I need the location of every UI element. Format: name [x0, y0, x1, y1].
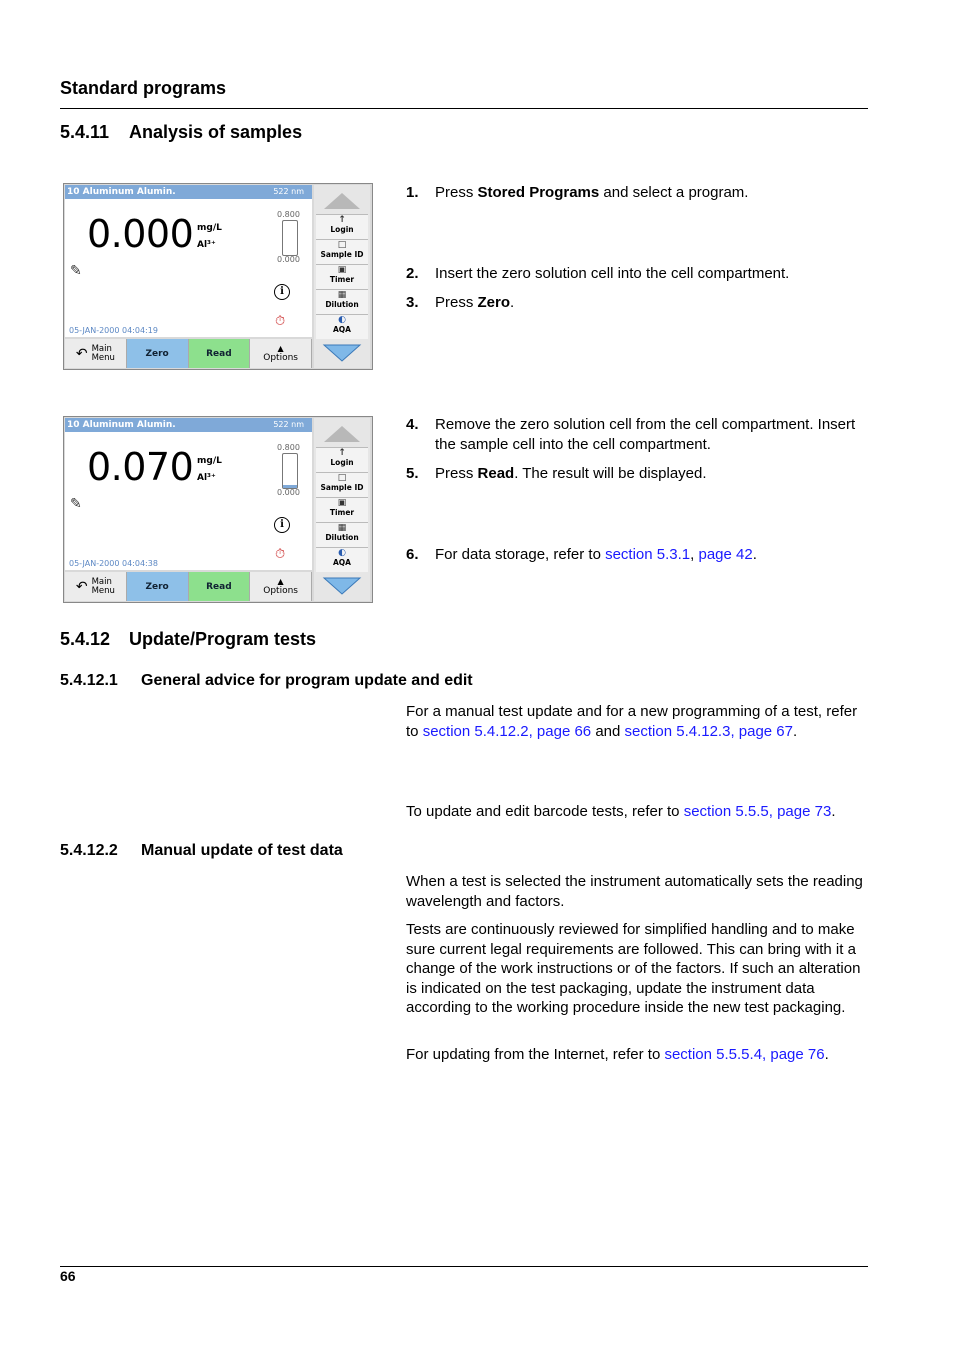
section-title: Manual update of test data [141, 842, 343, 859]
result-formula: Al³⁺ [197, 240, 216, 250]
edit-icon[interactable]: ✎ [70, 262, 82, 278]
step-3: 3. Press Zero. [406, 294, 515, 311]
program-name: 10 Aluminum Alumin. [67, 420, 176, 430]
step-number: 1. [406, 184, 419, 201]
main-label: Main [91, 576, 112, 587]
menu-label: Menu [91, 352, 115, 363]
menu-label: Menu [91, 585, 115, 596]
paragraph-auto-settings: When a test is selected the instrument automatically sets the reading wavelength and factors. [406, 873, 863, 910]
options-button[interactable] [250, 572, 312, 601]
side-item-login[interactable]: ↑ Login [316, 447, 368, 472]
back-arrow-icon: ↶ [75, 345, 88, 362]
paragraph-barcode-ref: To update and edit barcode tests, refer to section 5.5.5, page 73. [406, 803, 836, 820]
paragraph-manual-update-ref: For a manual test update and for a new programming of a test, refer to section 5.4.12.2, page 66 and section 5.4.12.3, page 67. [406, 703, 858, 740]
program-name: 10 Aluminum Alumin. [67, 187, 176, 197]
result-unit: mg/L [197, 223, 222, 233]
result-value: 0.000 [87, 212, 194, 256]
dilution-icon: ▦ [337, 290, 347, 300]
link-section-5-4-12-3[interactable]: section 5.4.12.3, page 67 [624, 722, 793, 740]
step-4: 4. Remove the zero solution cell from the cell compartment. Insert the sample cell into the cell compartment. [406, 416, 856, 453]
link-section-5-5-5-4[interactable]: section 5.5.5.4, page 76 [664, 1046, 825, 1063]
result-gauge [282, 220, 298, 256]
device-screenshot-zero [63, 183, 373, 370]
read-button[interactable]: Read [189, 572, 251, 601]
side-item-timer[interactable]: ▣ Timer [316, 264, 368, 289]
header-rule [60, 108, 868, 109]
side-item-timer[interactable]: ▣ Timer [316, 497, 368, 522]
paragraph-review-tests: Tests are continuously reviewed for simplified handling and to make sure current legal requirements are followed. This can bring with it a change of the work instructions or of the factors. If such an alteration is indicated on the test packaging, update the instrument data according to the working procedure inside the new test packaging. [406, 921, 861, 1016]
result-gauge [282, 453, 298, 489]
link-section-5-4-12-2[interactable]: section 5.4.12.2, page 66 [422, 722, 592, 740]
scroll-up-icon[interactable] [316, 187, 368, 213]
device-button-bar [65, 572, 312, 601]
section-number: 5.4.12.2 [60, 842, 118, 859]
result-value: 0.070 [87, 445, 194, 489]
date-time: 05-JAN-2000 04:04:19 [69, 326, 158, 335]
options-label: Options [263, 585, 298, 596]
step-2: 2. Insert the zero solution cell into the cell compartment. [406, 265, 790, 282]
scroll-down-icon[interactable] [316, 574, 368, 600]
timer-icon: ▣ [337, 498, 347, 508]
device-screenshot-read [63, 416, 373, 603]
device-button-bar [65, 339, 312, 368]
caret-up-icon: ▲ [277, 343, 284, 353]
section-number: 5.4.12.1 [60, 672, 118, 689]
sample-id-icon: □ [337, 473, 347, 483]
section-title: Analysis of samples [129, 122, 303, 142]
paragraph-internet-update: For updating from the Internet, refer to section 5.5.5.4, page 76. [406, 1046, 829, 1063]
page-number: 66 [60, 1268, 76, 1284]
running-header: Standard programs [60, 78, 227, 98]
back-arrow-icon: ↶ [75, 578, 88, 595]
step-number: 4. [406, 416, 419, 433]
scale-max: 0.800 [277, 210, 300, 219]
main-menu-button[interactable] [65, 339, 127, 368]
zero-button[interactable]: Zero [127, 572, 189, 601]
wavelength-readout: 522 nm [273, 420, 304, 429]
stopwatch-icon[interactable]: ⏱ [275, 546, 286, 561]
footer-rule [60, 1266, 868, 1267]
scroll-down-icon[interactable] [316, 341, 368, 367]
link-page-42[interactable]: page 42 [698, 546, 753, 563]
step-number: 6. [406, 546, 419, 563]
caret-up-icon: ▲ [277, 576, 284, 586]
sample-id-icon: □ [337, 240, 347, 250]
section-heading-5-4-12 [60, 629, 316, 650]
side-item-aqa[interactable]: ◐ AQA [316, 314, 368, 339]
link-section-5-3-1[interactable]: section 5.3.1 [605, 546, 691, 563]
wavelength-readout: 522 nm [273, 187, 304, 196]
login-icon: ↑ [338, 448, 346, 458]
result-formula: Al³⁺ [197, 473, 216, 483]
side-menu [314, 185, 370, 368]
section-number: 5.4.11 [60, 122, 110, 142]
options-button[interactable] [250, 339, 312, 368]
section-heading-5-4-12-2 [60, 842, 343, 860]
step-5: 5. Press Read. The result will be displayed. [406, 465, 707, 482]
scale-min: 0.000 [277, 255, 300, 264]
section-title: General advice for program update and edit [141, 672, 473, 689]
side-item-dilution[interactable]: ▦ Dilution [316, 522, 368, 547]
measurement-display [65, 185, 312, 337]
options-label: Options [263, 352, 298, 363]
measurement-display [65, 418, 312, 570]
zero-button[interactable]: Zero [127, 339, 189, 368]
aqa-icon: ◐ [338, 315, 346, 325]
aqa-icon: ◐ [338, 548, 346, 558]
section-number: 5.4.12 [60, 629, 111, 649]
side-item-login[interactable]: ↑ Login [316, 214, 368, 239]
side-menu [314, 418, 370, 601]
timer-icon: ▣ [337, 265, 347, 275]
dilution-icon: ▦ [337, 523, 347, 533]
info-icon[interactable]: i [274, 517, 290, 533]
scale-min: 0.000 [277, 488, 300, 497]
read-button[interactable]: Read [189, 339, 251, 368]
info-icon[interactable]: i [274, 284, 290, 300]
section-heading-5-4-11 [60, 122, 302, 143]
section-heading-5-4-12-1 [60, 672, 473, 690]
step-number: 2. [406, 265, 419, 282]
side-item-sample-id[interactable]: □ Sample ID [316, 472, 368, 497]
main-menu-button[interactable] [65, 572, 127, 601]
section-title: Update/Program tests [129, 629, 317, 649]
step-6: 6. For data storage, refer to section 5.3.1, page 42. [406, 546, 757, 563]
program-titlebar [65, 185, 312, 199]
scroll-up-icon[interactable] [316, 420, 368, 446]
stopwatch-icon[interactable]: ⏱ [275, 313, 286, 328]
program-titlebar [65, 418, 312, 432]
step-number: 3. [406, 294, 419, 311]
step-1: 1. Press Stored Programs and select a program. [406, 184, 749, 201]
scale-max: 0.800 [277, 443, 300, 452]
result-unit: mg/L [197, 456, 222, 466]
step-number: 5. [406, 465, 419, 482]
edit-icon[interactable]: ✎ [70, 495, 82, 511]
main-label: Main [91, 343, 112, 354]
date-time: 05-JAN-2000 04:04:38 [69, 559, 158, 568]
side-item-dilution[interactable]: ▦ Dilution [316, 289, 368, 314]
login-icon: ↑ [338, 215, 346, 225]
link-section-5-5-5[interactable]: section 5.5.5, page 73 [683, 803, 832, 820]
side-item-sample-id[interactable]: □ Sample ID [316, 239, 368, 264]
side-item-aqa[interactable]: ◐ AQA [316, 547, 368, 572]
